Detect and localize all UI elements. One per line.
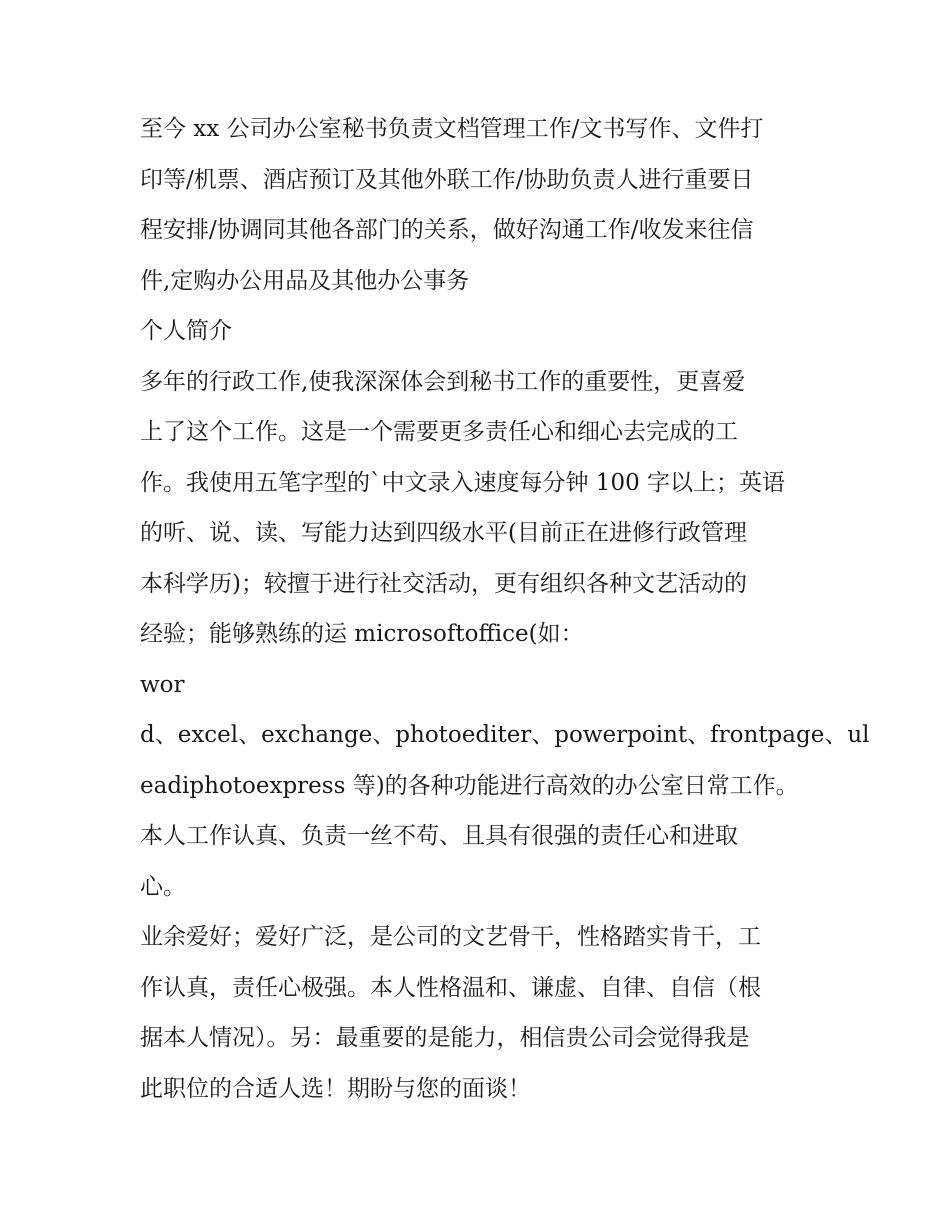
text-line: d、excel、exchange、photoediter、powerpoint、frontpage、ul xyxy=(140,722,870,748)
text-line: 上了这个工作。这是一个需要更多责任心和细心去完成的工 xyxy=(140,419,738,445)
text-line: 作认真，责任心极强。本人性格温和、谦虚、自律、自信（根 xyxy=(140,974,761,1001)
text-line: 心。 xyxy=(140,873,186,900)
text-line: 本科学历)；较擅于进行社交活动，更有组织各种文艺活动的 xyxy=(140,570,747,597)
text-line: 本人工作认真、负责一丝不苟、且具有很强的责任心和进取 xyxy=(140,823,738,849)
text-line: 此职位的合适人选！期盼与您的面谈！ xyxy=(140,1075,531,1102)
text-line: 作。我使用五笔字型的`中文录入速度每分钟 100 字以上；英语 xyxy=(140,469,786,496)
text-line: 的听、说、读、写能力达到四级水平(目前正在进修行政管理 xyxy=(140,520,747,546)
text-line: 件,定购办公用品及其他办公事务 xyxy=(140,267,470,294)
section-heading: 个人简介 xyxy=(140,318,232,344)
text-line: 至今 xx 公司办公室秘书负责文档管理工作/文书写作、文件打 xyxy=(140,116,764,142)
text-line: 业余爱好；爱好广泛，是公司的文艺骨干，性格踏实肯干，工 xyxy=(140,924,761,950)
text-line: 印等/机票、酒店预订及其他外联工作/协助负责人进行重要日 xyxy=(140,166,754,193)
text-line: wor xyxy=(140,671,185,698)
text-line: 经验；能够熟练的运 microsoftoffice(如： xyxy=(140,621,584,647)
text-line: 据本人情况）。另：最重要的是能力，相信贵公司会觉得我是 xyxy=(140,1025,750,1051)
text-line: eadiphotoexpress 等)的各种功能进行高效的办公室日常工作。 xyxy=(140,772,799,799)
text-line: 多年的行政工作,使我深深体会到秘书工作的重要性，更喜爱 xyxy=(140,368,746,395)
document-body xyxy=(140,104,870,1114)
text-line: 程安排/协调同其他各部门的关系，做好沟通工作/收发来往信 xyxy=(140,217,754,243)
